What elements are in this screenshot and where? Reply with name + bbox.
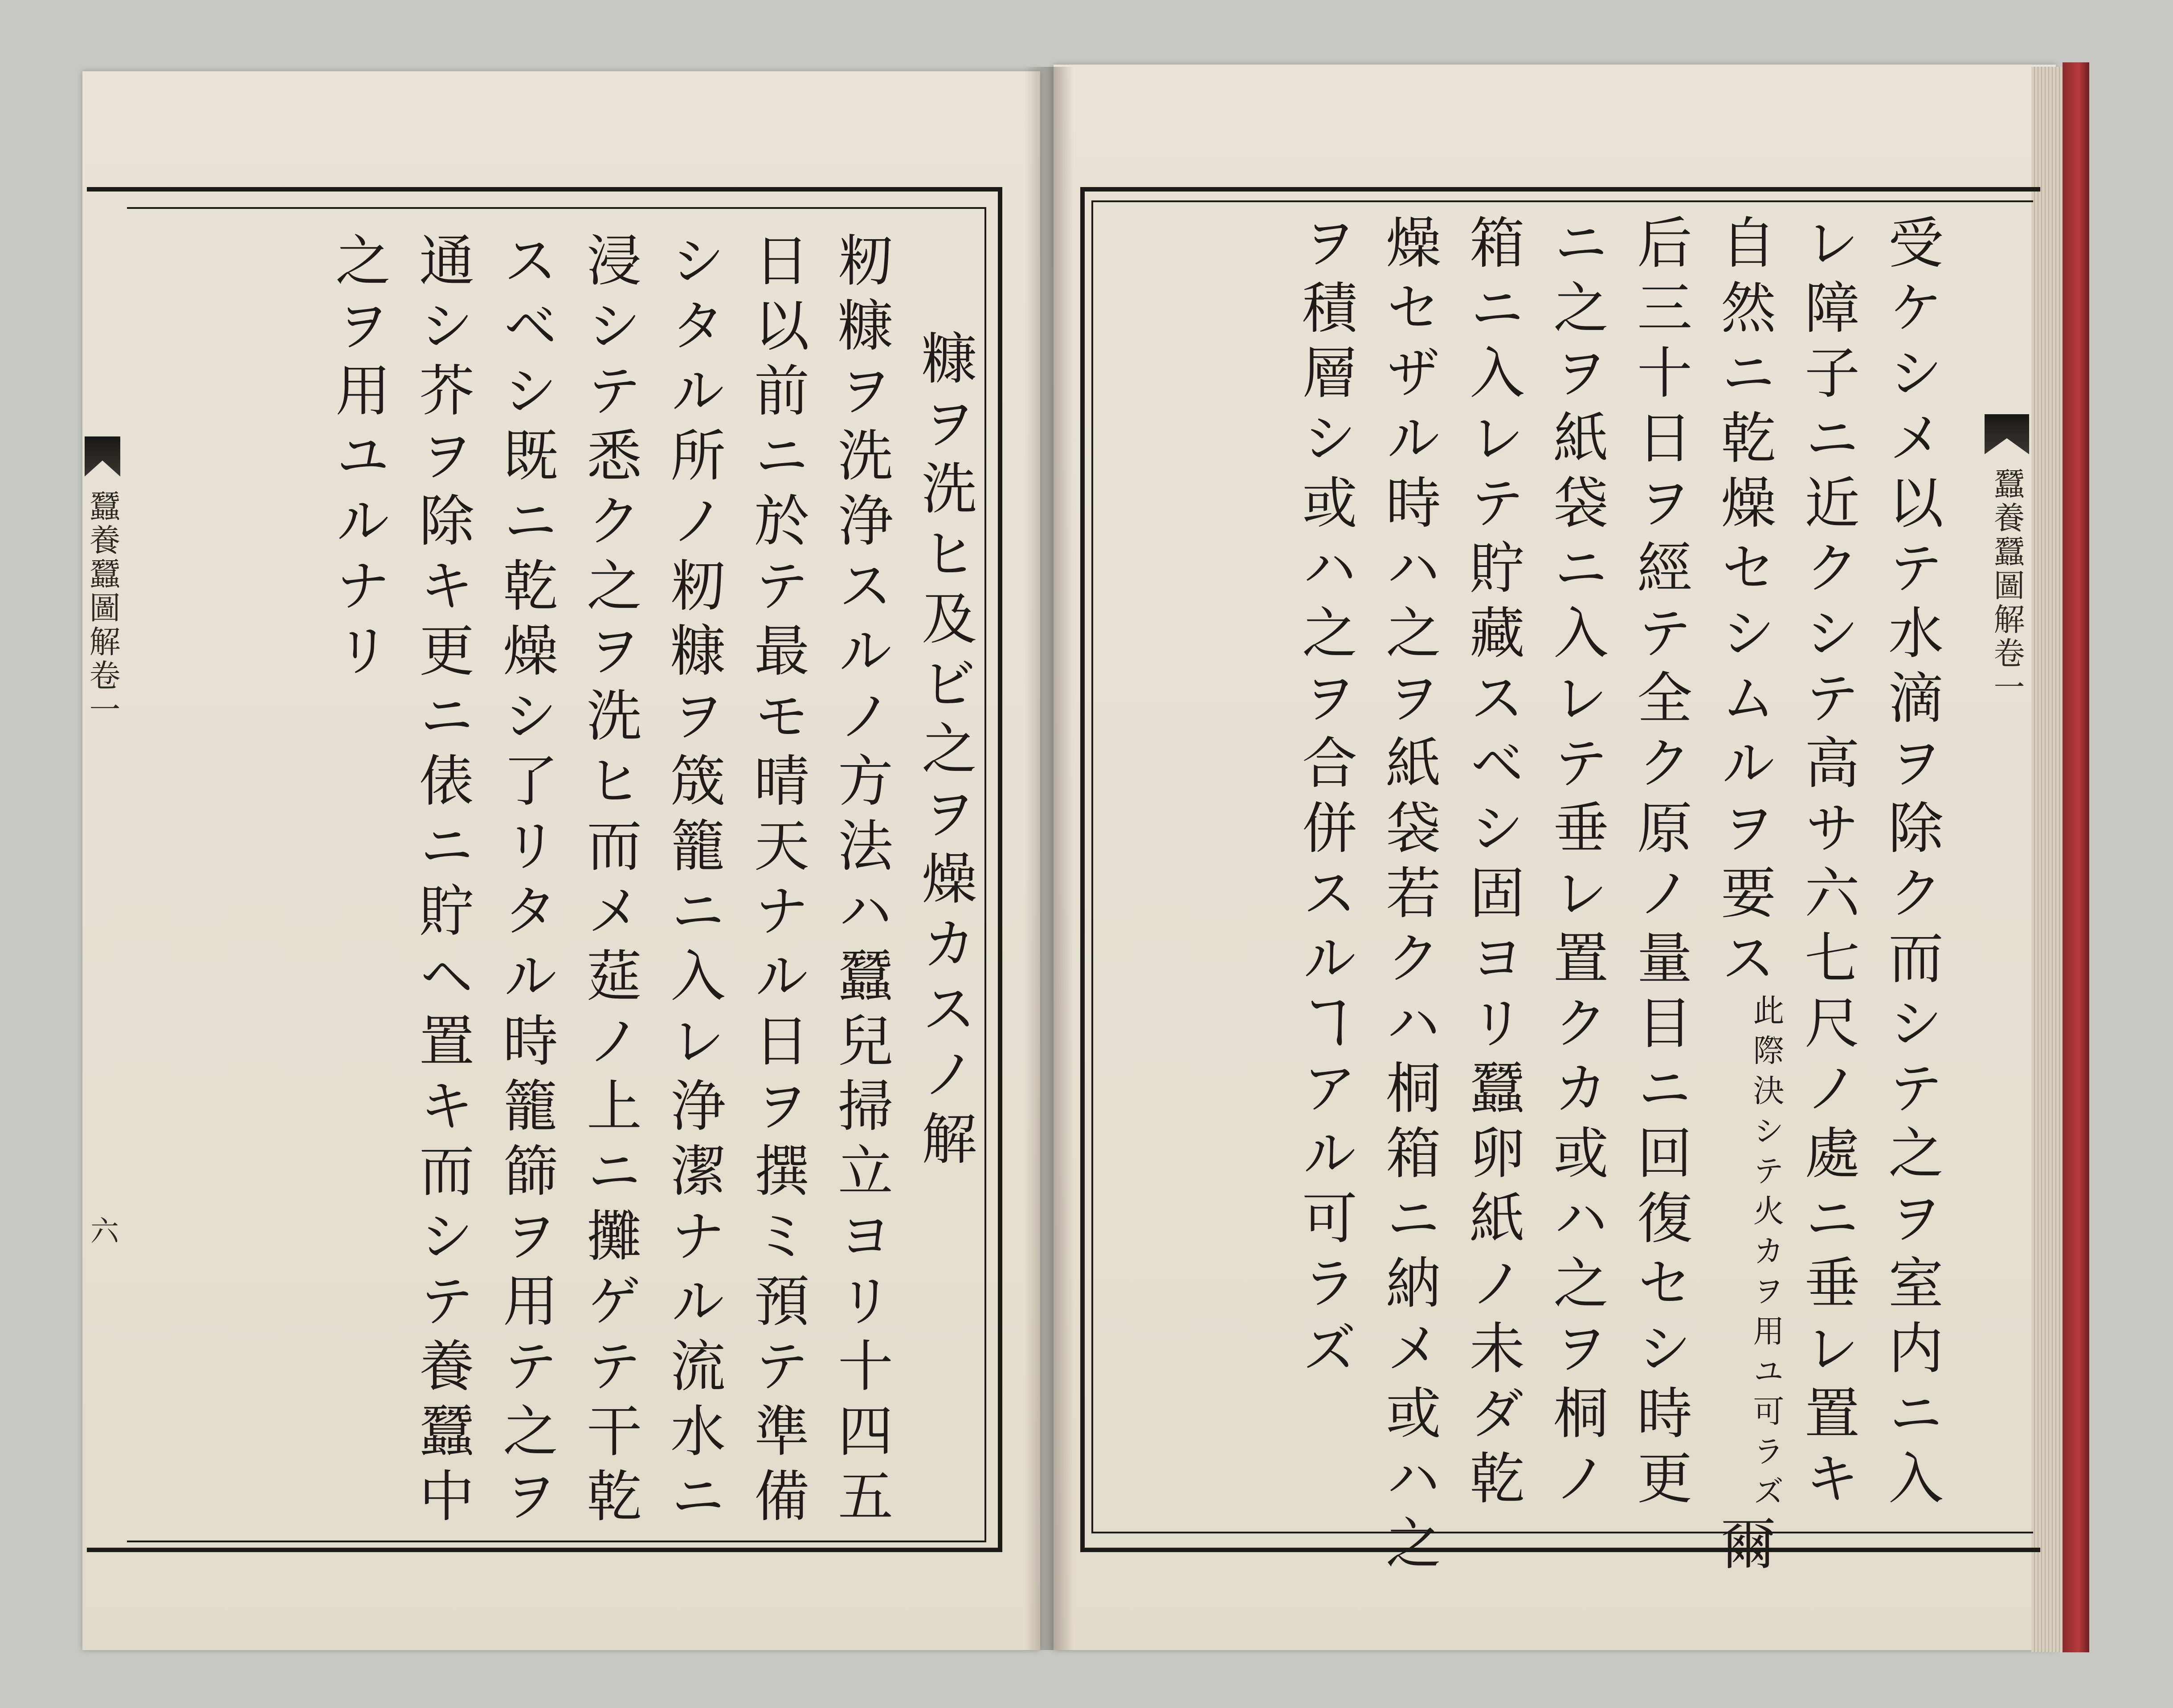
right-running-title: 蠶養蠶圖解卷一 [1989,468,2025,705]
text-column: ヲ積層シ或ハ之ヲ合併スルヿアル可ラズ [1293,214,1357,1384]
left-margin-column [85,436,120,727]
text-column: レ障子ニ近クシテ高サ六七尺ノ處ニ垂レ置キ [1795,214,1859,1514]
text-segment: 爾 [1711,1515,1776,1580]
left-running-title: 蠶養蠶圖解卷一 [84,490,121,727]
annotation-line: ヲ用ユ可ラズ [1748,1275,1785,1515]
fishtail-mark-icon [85,436,120,477]
text-column: 籾糠ヲ洗浄スルノ方法ハ蠶兒掃立ヨリ十四五 [829,232,893,1532]
text-column: 箱ニ入レテ貯藏スベシ固ヨリ蠶卵紙ノ未ダ乾 [1460,214,1524,1514]
text-column: 受ケシメ以テ水滴ヲ除ク而シテ之ヲ室内ニ入 [1879,214,1943,1514]
text-column: 日以前ニ於テ最モ晴天ナル日ヲ撰ミ預テ準備 [745,232,809,1532]
text-column: 后三十日ヲ經テ全ク原ノ量目ニ回復セシ時更 [1628,214,1692,1514]
page-number: 六 [86,1216,118,1244]
left-text-block [316,232,986,1532]
section-heading: 糠ヲ洗ヒ及ビ之ヲ燥カスノ解 [912,330,976,1175]
fishtail-mark-icon [1985,414,2029,454]
right-margin-column [1985,414,2029,705]
text-column: 之ヲ用ユルナリ [326,232,390,687]
text-column: 浸シテ悉ク之ヲ洗ヒ而メ莚ノ上ニ攤ゲテ干乾 [577,232,641,1532]
text-column: ニ之ヲ紙袋ニ入レテ垂レ置クカ或ハ之ヲ桐ノ [1544,214,1608,1514]
text-column: シタル所ノ籾糠ヲ筬籠ニ入レ浄潔ナル流水ニ [661,232,725,1532]
text-column: 通シ芥ヲ除キ更ニ俵ニ貯ヘ置キ而シテ養蠶中 [410,232,474,1532]
red-cover-edge [2063,62,2089,1652]
annotation-line: 此際決シテ火カ [1748,994,1785,1275]
text-segment: 自然ニ乾燥セシムルヲ要ス [1711,214,1776,994]
right-text-block [1283,214,1953,1580]
text-column: スベシ既ニ乾燥シ了リタル時籠篩ヲ用テ之ヲ [494,232,558,1532]
book-gutter [1025,67,1074,1650]
text-column [1702,214,1785,1580]
text-column: 燥セザル時ハ之ヲ紙袋若クハ桐箱ニ納メ或ハ之 [1377,214,1441,1579]
